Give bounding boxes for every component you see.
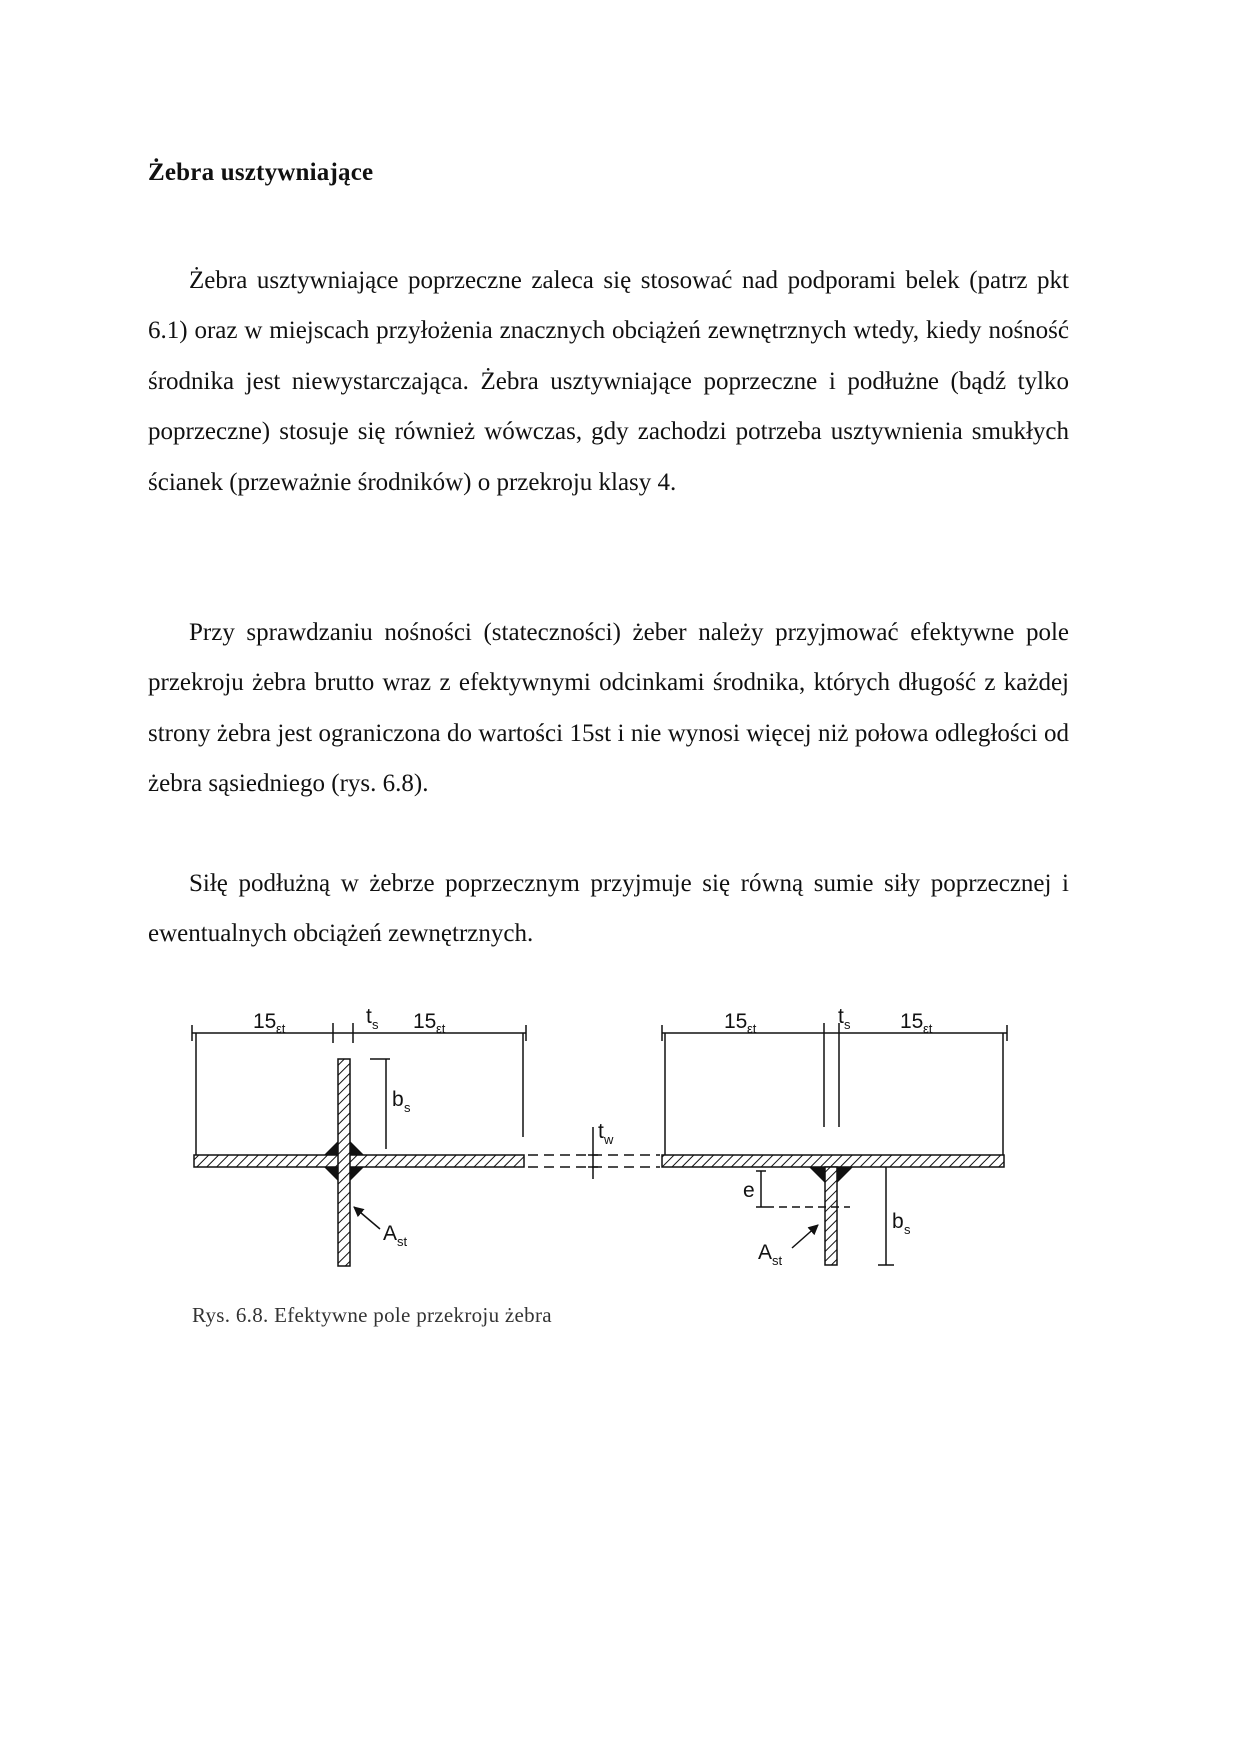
left-dim-15-a-sub: εt [276, 1021, 286, 1036]
tw-label: t [598, 1120, 604, 1143]
right-ts-sub: s [844, 1017, 851, 1032]
left-weld [324, 1141, 338, 1155]
left-stiffener [338, 1059, 350, 1266]
left-weld [324, 1167, 338, 1181]
right-dim-15-a: 15 [724, 1010, 748, 1033]
right-ast-label: A [758, 1241, 773, 1264]
right-bs-label: b [892, 1210, 904, 1233]
left-section [192, 1005, 526, 1266]
right-dim-15-b: 15 [900, 1010, 924, 1033]
left-ast-label: A [383, 1222, 398, 1245]
left-bs-sub: s [404, 1100, 411, 1115]
left-bs-label: b [392, 1088, 404, 1111]
figure-caption: Rys. 6.8. Efektywne pole przekroju żebra [192, 1303, 552, 1327]
paragraph-1: Żebra usztywniające poprzeczne zaleca się stosować nad podporami belek (patrz pkt 6.1) oraz w miejscach przyłożenia znacznych obciążeń zewnętrznych wtedy, kiedy nośność środnika jest niewystarczająca. Żebra usztywniające poprzeczne i podłużne (bądź tylko poprzeczne) stosuje się również wówczas, gdy zachodzi potrzeba usztywnienia smukłych ścianek (przeważnie środników) o przekroju klasy 4. [148, 267, 1069, 496]
left-weld [350, 1167, 364, 1181]
right-web-plate [662, 1155, 1004, 1167]
left-dim-15-b: 15 [413, 1010, 437, 1033]
right-ts-label: t [838, 1005, 844, 1028]
section-heading: Żebra usztywniające [148, 159, 374, 186]
right-weld [837, 1167, 853, 1183]
paragraph-2: Przy sprawdzaniu nośności (stateczności) żeber należy przyjmować efektywne pole przekroju żebra brutto wraz z efektywnymi odcinkami środnika, których długość z każdej strony żebra jest ograniczona do wartości 15st i nie wynosi więcej niż połowa odległości od żebra sąsiedniego (rys. 6.8). [148, 619, 1069, 798]
right-dim-15-b-sub: εt [923, 1021, 933, 1036]
right-section [662, 1005, 1007, 1268]
left-ast-sub: st [397, 1234, 408, 1249]
right-dim-15-a-sub: εt [747, 1021, 757, 1036]
web-continuation [528, 1120, 660, 1179]
right-ast-sub: st [772, 1253, 783, 1268]
paragraph-3: Siłę podłużną w żebrze poprzecznym przyjmuje się równą sumie siły poprzecznej i ewentualnych obciążeń zewnętrznych. [148, 870, 1069, 948]
left-ts-label: t [366, 1005, 372, 1028]
left-weld [350, 1141, 364, 1155]
right-weld [809, 1167, 825, 1183]
tw-sub: w [604, 1132, 614, 1147]
left-web-plate [194, 1155, 524, 1167]
right-stiffener [825, 1167, 837, 1265]
figure-drawing [180, 995, 1030, 1285]
right-bs-sub: s [904, 1222, 911, 1237]
left-dim-15-b-sub: εt [436, 1021, 446, 1036]
figure-effective-section [180, 995, 1030, 1285]
left-ts-sub: s [372, 1017, 379, 1032]
left-dim-15-a: 15 [253, 1010, 277, 1033]
right-e-label: e [743, 1179, 755, 1202]
